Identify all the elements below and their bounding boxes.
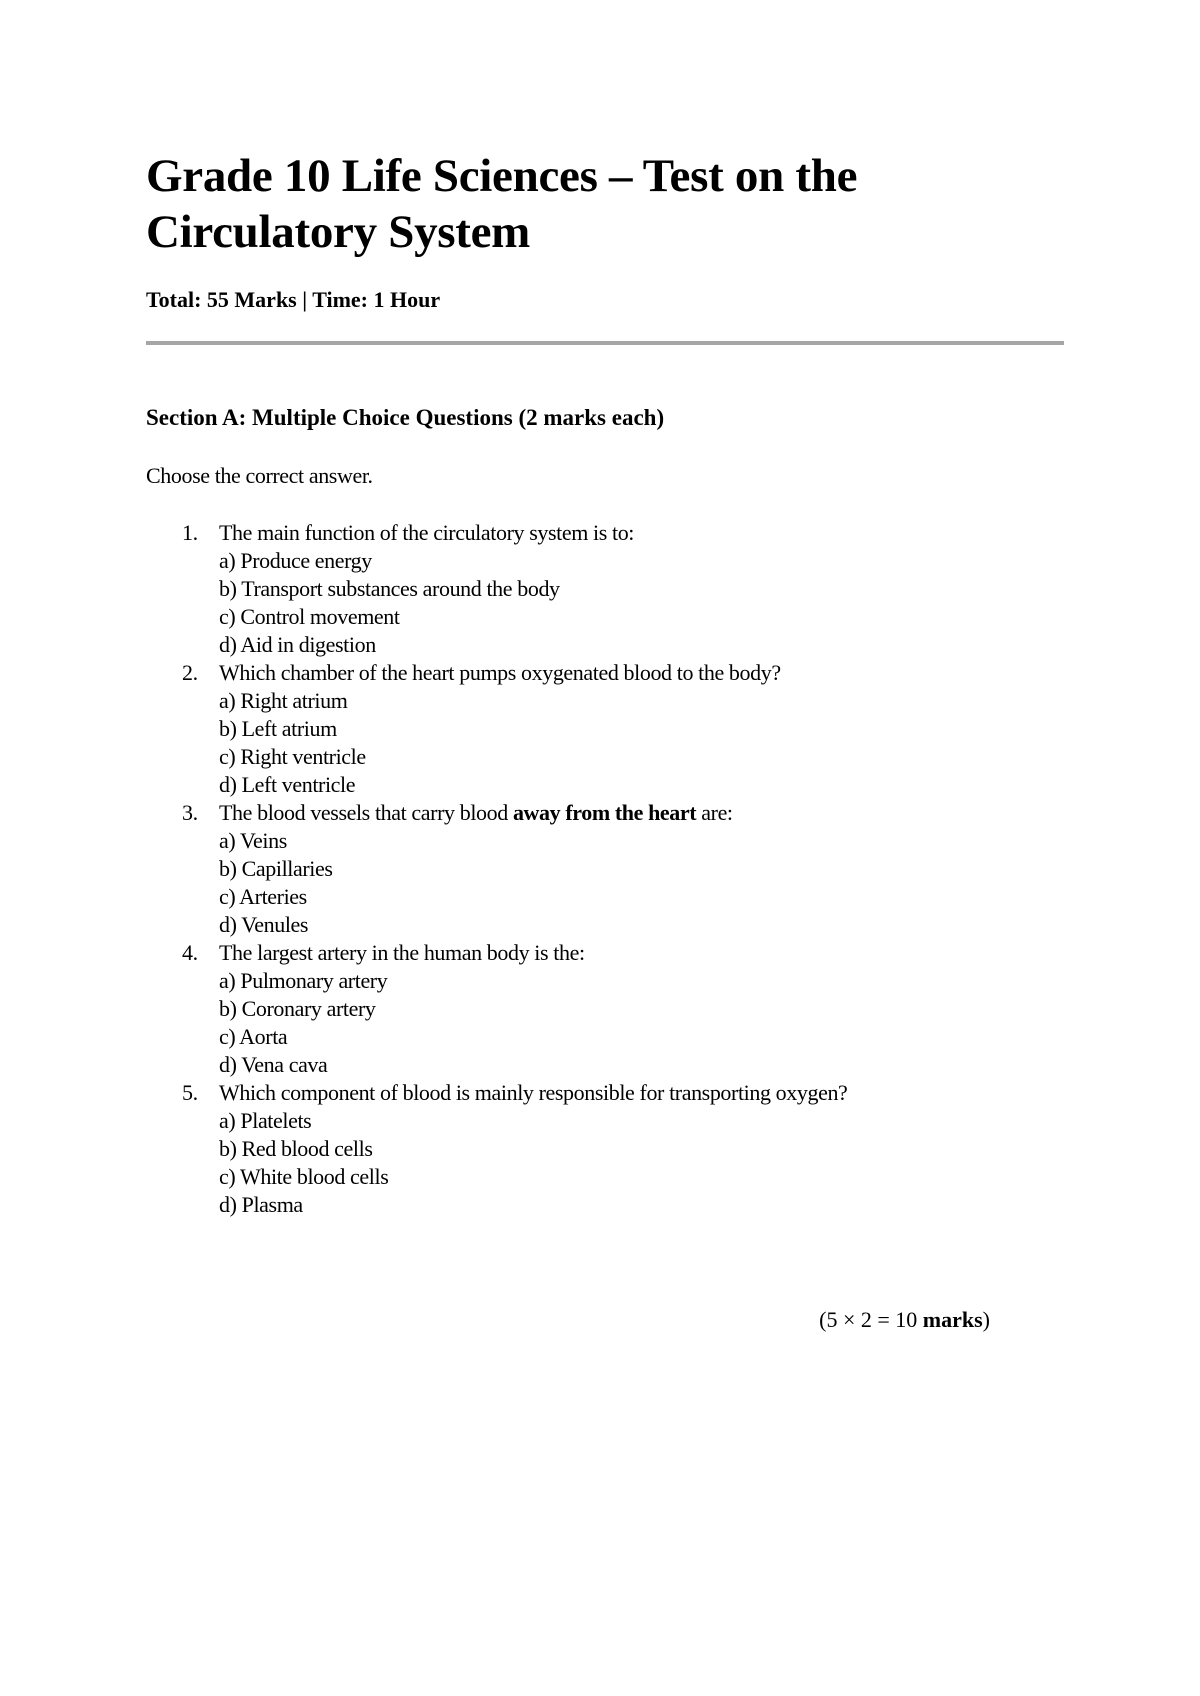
question-1 — [146, 519, 847, 659]
horizontal-rule — [146, 341, 1064, 345]
section-a-instruction: Choose the correct answer. — [146, 463, 373, 488]
marks-prefix: (5 × 2 = 10 — [819, 1307, 923, 1332]
page-title: Grade 10 Life Sciences – Test on the Circulatory System — [146, 150, 858, 258]
option-a: a) Veins — [219, 828, 287, 853]
option-b: b) Transport substances around the body — [219, 576, 560, 601]
option-a: a) Right atrium — [219, 688, 348, 713]
question-4 — [146, 939, 847, 1079]
option-c: c) White blood cells — [219, 1164, 389, 1189]
question-list — [146, 519, 847, 1219]
question-5 — [146, 1079, 847, 1219]
option-d: d) Venules — [219, 912, 309, 937]
option-b: b) Capillaries — [219, 856, 333, 881]
marks-word: marks — [922, 1307, 983, 1332]
option-b: b) Coronary artery — [219, 996, 376, 1021]
option-a: a) Produce energy — [219, 548, 372, 573]
option-d: d) Plasma — [219, 1192, 303, 1217]
option-d: d) Aid in digestion — [219, 632, 376, 657]
option-c: c) Right ventricle — [219, 744, 366, 769]
question-number: 2. — [182, 660, 198, 685]
option-a: a) Pulmonary artery — [219, 968, 388, 993]
question-text: Which chamber of the heart pumps oxygenated blood to the body? — [219, 660, 781, 685]
question-text: The largest artery in the human body is the: — [219, 940, 585, 965]
question-number: 3. — [182, 800, 198, 825]
question-number: 4. — [182, 940, 198, 965]
question-3 — [146, 799, 847, 939]
question-text: Which component of blood is mainly responsible for transporting oxygen? — [219, 1080, 848, 1105]
question-text-end: are: — [696, 800, 733, 825]
question-2 — [146, 659, 847, 799]
option-d: d) Left ventricle — [219, 772, 356, 797]
question-text-start: The blood vessels that carry blood — [219, 800, 513, 825]
option-c: c) Arteries — [219, 884, 307, 909]
test-page — [146, 0, 1064, 1696]
question-number: 1. — [182, 520, 198, 545]
section-a-title: Section A: Multiple Choice Questions (2 marks each) — [146, 405, 665, 430]
option-d: d) Vena cava — [219, 1052, 328, 1077]
option-b: b) Left atrium — [219, 716, 337, 741]
question-number: 5. — [182, 1080, 198, 1105]
option-c: c) Control movement — [219, 604, 400, 629]
option-a: a) Platelets — [219, 1108, 312, 1133]
question-text: The main function of the circulatory system is to: — [219, 520, 635, 545]
section-a-marks-total — [819, 1306, 990, 1334]
question-text-emphasis: away from the heart — [512, 800, 697, 825]
option-b: b) Red blood cells — [219, 1136, 373, 1161]
test-meta: Total: 55 Marks | Time: 1 Hour — [146, 287, 441, 312]
marks-suffix: ) — [982, 1307, 990, 1332]
option-c: c) Aorta — [219, 1024, 288, 1049]
